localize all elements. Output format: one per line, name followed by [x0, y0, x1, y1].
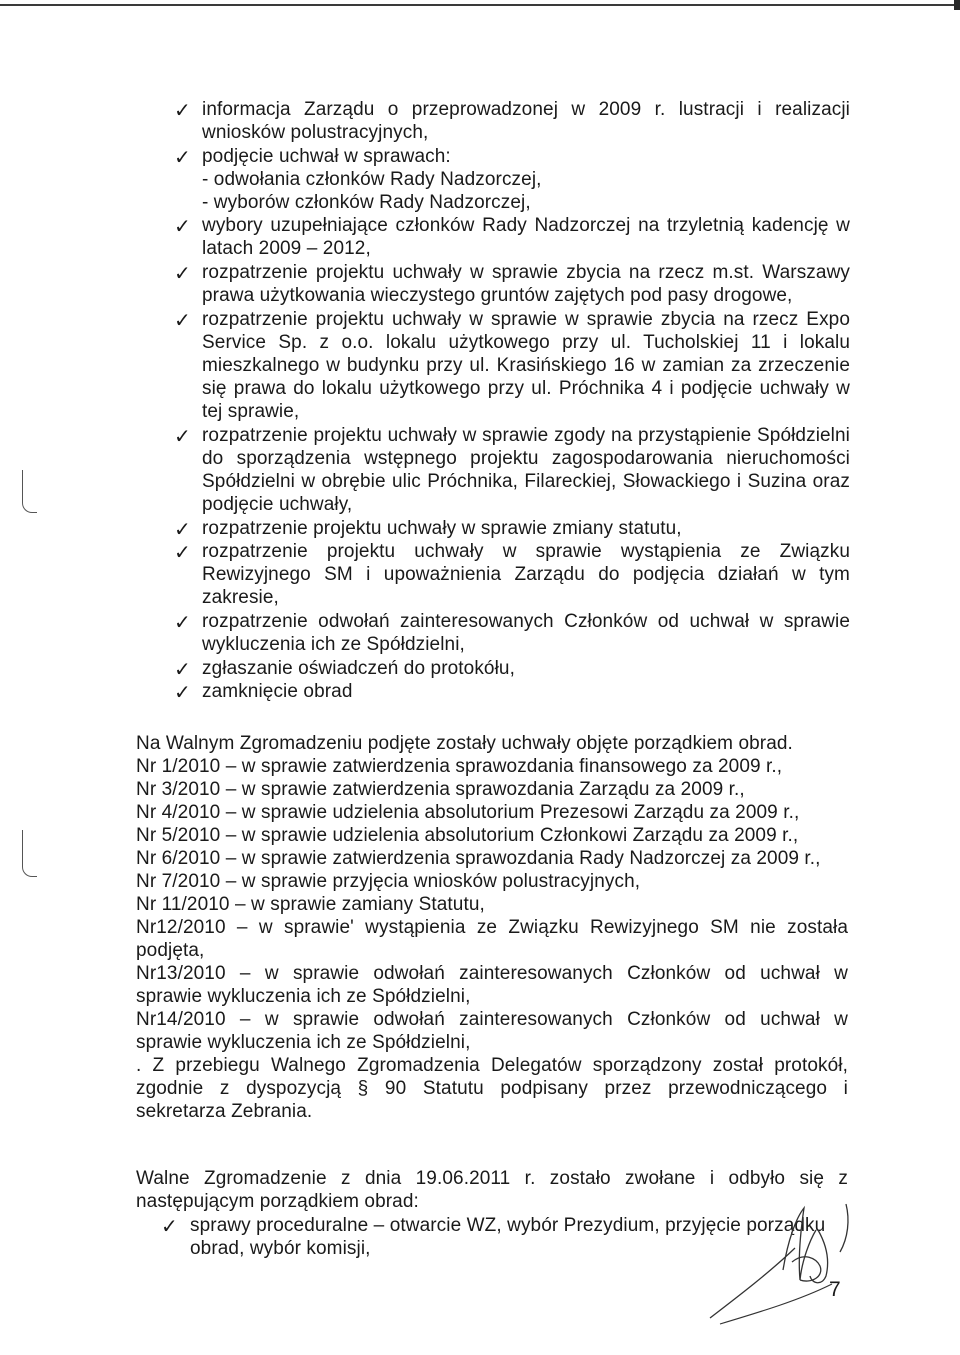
- checkmark-icon: ✓: [174, 98, 191, 122]
- agenda-line: prawa użytkowania wieczystego gruntów zajętych pod pasy drogowe,: [202, 285, 793, 306]
- protocol-line: . Z przebiegu Walnego Zgromadzenia Delegatów sporządzony został protokół,: [136, 1055, 848, 1076]
- resolution-line: Nr 3/2010 – w sprawie zatwierdzenia sprawozdania Zarządu za 2009 r.,: [136, 779, 745, 800]
- agenda-line: zamknięcie obrad: [202, 681, 353, 702]
- agenda-line: rozpatrzenie projektu uchwały w sprawie zbycia na rzecz m.st. Warszawy: [202, 262, 850, 283]
- checkmark-icon: ✓: [161, 1214, 178, 1238]
- checkmark-icon: ✓: [174, 214, 191, 238]
- resolution-line: Nr 7/2010 – w sprawie przyjęcia wniosków polustracyjnych,: [136, 871, 641, 892]
- checkmark-icon: ✓: [174, 657, 191, 681]
- agenda-line: obrad, wybór komisji,: [190, 1238, 371, 1259]
- signature-mark: [700, 1200, 870, 1330]
- checkmark-icon: ✓: [174, 540, 191, 564]
- agenda-line: Service Sp. z o.o. lokalu użytkowego przy ul. Tucholskiej 11 i lokalu: [202, 332, 850, 353]
- resolution-line: Nr 1/2010 – w sprawie zatwierdzenia sprawozdania finansowego za 2009 r.,: [136, 756, 783, 777]
- agenda-line: sprawy proceduralne – otwarcie WZ, wybór Prezydium, przyjęcie porządku: [190, 1215, 826, 1236]
- resolution-line: Nr12/2010 – w sprawie' wystąpienia ze Związku Rewizyjnego SM nie została: [136, 917, 848, 938]
- agenda-line: Spółdzielni w obrębie ulic Próchnika, Filareckiej, Słowackiego i Suzina oraz: [202, 471, 850, 492]
- agenda-line: się prawa do lokalu użytkowego przy ul. Próchnika 4 i podjęcie uchwały w: [202, 378, 850, 399]
- agenda-line: do sporządzenia wstępnego projektu zagospodarowania nieruchomości: [202, 448, 850, 469]
- agenda-line: wykluczenia ich ze Spółdzielni,: [202, 634, 465, 655]
- margin-bracket-mark: [22, 830, 37, 877]
- agenda-line: tej sprawie,: [202, 401, 300, 422]
- resolution-line: Nr 5/2010 – w sprawie udzielenia absolutorium Członkowi Zarządu za 2009 r.,: [136, 825, 799, 846]
- resolution-line: sprawie wykluczenia ich ze Spółdzielni,: [136, 1032, 471, 1053]
- agenda-line: podjęcie uchwały,: [202, 494, 353, 515]
- resolution-line: Nr 4/2010 – w sprawie udzielenia absolutorium Prezesowi Zarządu za 2009 r.,: [136, 802, 800, 823]
- agenda-line: podjęcie uchwał w sprawach:: [202, 146, 451, 167]
- checkmark-icon: ✓: [174, 680, 191, 704]
- margin-bracket-mark: [22, 470, 37, 513]
- agenda-line: rozpatrzenie projektu uchwały w sprawie w sprawie zbycia na rzecz Expo: [202, 309, 850, 330]
- checkmark-icon: ✓: [174, 308, 191, 332]
- checkmark-icon: ✓: [174, 145, 191, 169]
- checkmark-icon: ✓: [174, 261, 191, 285]
- resolution-line: sprawie wykluczenia ich ze Spółdzielni,: [136, 986, 471, 1007]
- agenda-line: zakresie,: [202, 587, 279, 608]
- resolution-line: Nr13/2010 – w sprawie odwołań zainteresowanych Członków od uchwał w: [136, 963, 848, 984]
- meeting-intro: następującym porządkiem obrad:: [136, 1191, 419, 1212]
- checkmark-icon: ✓: [174, 424, 191, 448]
- agenda-line: - wyborów członków Rady Nadzorczej,: [202, 192, 531, 213]
- agenda-line: wniosków polustracyjnych,: [202, 122, 429, 143]
- resolution-line: Nr14/2010 – w sprawie odwołań zainteresowanych Członków od uchwał w: [136, 1009, 848, 1030]
- agenda-line: - odwołania członków Rady Nadzorczej,: [202, 169, 542, 190]
- resolutions-intro: Na Walnym Zgromadzeniu podjęte zostały uchwały objęte porządkiem obrad.: [136, 733, 793, 754]
- agenda-line: zgłaszanie oświadczeń do protokółu,: [202, 658, 515, 679]
- protocol-line: sekretarza Zebrania.: [136, 1101, 313, 1122]
- agenda-line: rozpatrzenie projektu uchwały w sprawie wystąpienia ze Związku: [202, 541, 850, 562]
- agenda-line: rozpatrzenie projektu uchwały w sprawie zmiany statutu,: [202, 518, 682, 539]
- agenda-line: informacja Zarządu o przeprowadzonej w 2009 r. lustracji i realizacji: [202, 99, 850, 120]
- agenda-line: Rewizyjnego SM i upoważnienia Zarządu do podjęcia działań w tym: [202, 564, 850, 585]
- agenda-line: latach 2009 – 2012,: [202, 238, 371, 259]
- agenda-line: mieszkalnego w budynku przy ul. Krasińskiego 16 w zamian za zrzeczenie: [202, 355, 850, 376]
- agenda-line: wybory uzupełniające członków Rady Nadzorczej na trzyletnią kadencję w: [202, 215, 850, 236]
- agenda-line: rozpatrzenie projektu uchwały w sprawie zgody na przystąpienie Spółdzielni: [202, 425, 850, 446]
- checkmark-icon: ✓: [174, 517, 191, 541]
- resolution-line: Nr 11/2010 – w sprawie zamiany Statutu,: [136, 894, 485, 915]
- protocol-line: zgodnie z dyspozycją § 90 Statutu podpisany przez przewodniczącego i: [136, 1078, 848, 1099]
- agenda-line: rozpatrzenie odwołań zainteresowanych Członków od uchwał w sprawie: [202, 611, 850, 632]
- resolution-line: podjęta,: [136, 940, 205, 961]
- resolution-line: Nr 6/2010 – w sprawie zatwierdzenia sprawozdania Rady Nadzorczej za 2009 r.,: [136, 848, 821, 869]
- checkmark-icon: ✓: [174, 610, 191, 634]
- page-number: 7: [829, 1278, 841, 1301]
- meeting-intro: Walne Zgromadzenie z dnia 19.06.2011 r. zostało zwołane i odbyło się z: [136, 1168, 848, 1189]
